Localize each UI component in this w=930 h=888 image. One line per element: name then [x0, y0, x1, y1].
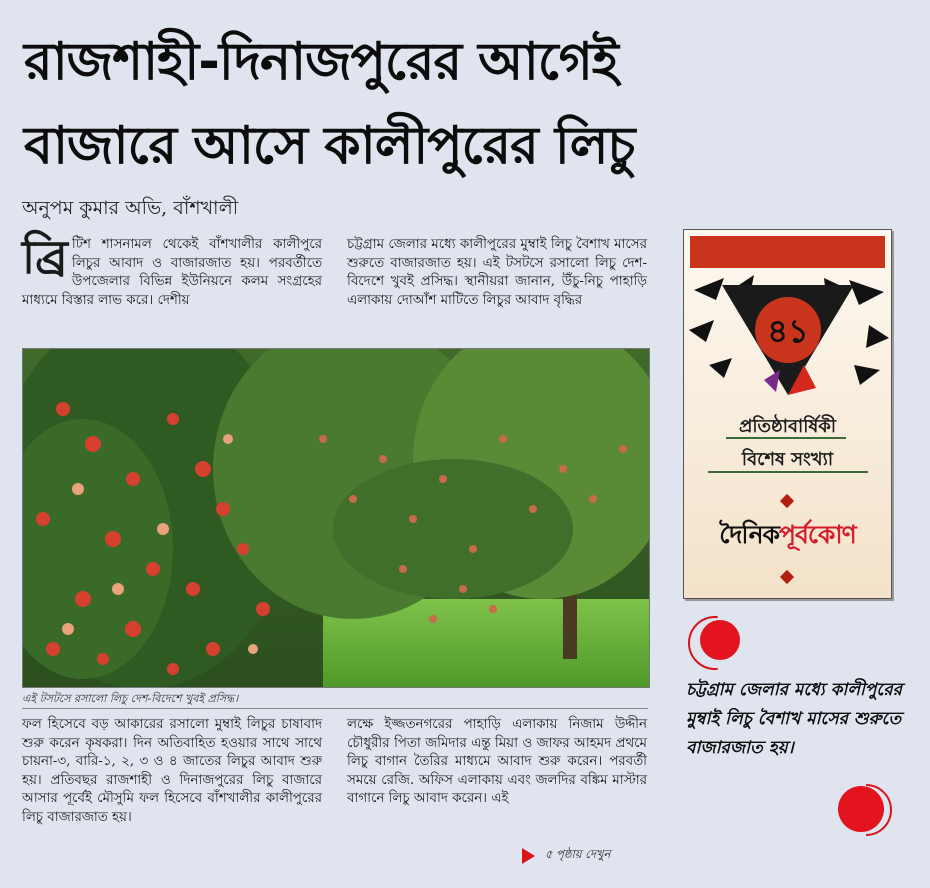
continued-on-page[interactable] — [522, 846, 610, 865]
promo-underline-2 — [708, 471, 868, 473]
lychee-orchard-illustration — [23, 349, 649, 687]
article-column-2-bottom: লক্ষে ইজ্জতনগরের পাহাড়ি এলাকায় নিজাম উদ্দীন চৌধুরীর পিতা জমিদার এন্তু মিয়া ও জাফর আহমদ প্রথমে লিচু বাগান তৈরির মাধ্যমে আবাদ শুরু করেন। পরবর্তী সময়ে রেজি. অফিস এলাকায় এবং জলদির বঙ্কিম মাস্টার বাগানে লিচু আবাদ করেন। এই — [347, 717, 647, 807]
headline-line-2: বাজারে আসে কালীপুরের লিচু — [24, 116, 635, 176]
photo-caption: এই টসটসে রসালো লিচু দেশ-বিদেশে খুবই প্রসিদ্ধ। — [22, 692, 239, 705]
drop-cap: ব্রি — [22, 230, 68, 284]
red-circle-icon — [700, 620, 740, 660]
anniversary-number: ৪১ — [767, 312, 809, 350]
promo-top-bar — [690, 236, 885, 268]
diamond-icon — [780, 494, 794, 508]
headline — [24, 20, 904, 188]
article-column-1-bottom: ফল হিসেবে বড় আকারের রসালো মুম্বাই লিচুর চাষাবাদ শুরু করেন কৃষকরা। দিন অতিবাহিত হওয়ার সাথে সাথে চায়না-৩, বারি-১, ২, ৩ ও ৪ জাতের লিচুর আবাদ শুরু হয়। প্রতিবছর রাজশাহী ও দিনাজপুরের লিচু বাজারে আসার পূর্বেই মৌসুমি ফল হিসেবে বাঁশখালীর কালীপুরের লিচু বাজারজাত হয়। — [22, 717, 322, 825]
logo-part-2: পূর্বকোণ — [779, 520, 856, 549]
continued-label: ৫ পৃষ্ঠায় দেখুন — [545, 847, 611, 861]
article-column-1-top — [22, 230, 322, 310]
arrow-right-icon — [522, 848, 535, 864]
anniversary-promo — [683, 229, 892, 599]
diamond-icon — [780, 570, 794, 584]
article-column-2-top: চট্টগ্রাম জেলার মধ্যে কালীপুরের মুম্বাই লিচু বৈশাখ মাসের শুরুতে বাজারজাত হয়। এই টসটসে রসালো লিচু দেশ-বিদেশে খুবই প্রসিদ্ধ। স্থানীয়রা জানান, উঁচু-নিচু পাহাড়ি এলাকায় দোআঁশ মাটিতে লিচুর আবাদ বৃদ্ধির — [347, 237, 647, 308]
promo-line-2: বিশেষ সংখ্যা — [741, 449, 834, 470]
lychee-orchard-photo — [22, 348, 650, 688]
logo-part-1: দৈনিক — [719, 520, 779, 549]
headline-line-1: রাজশাহী-দিনাজপুরের আগেই — [24, 32, 618, 92]
caption-divider — [22, 708, 648, 709]
anniversary-emblem — [684, 270, 891, 405]
promo-line-1: প্রতিষ্ঠাবার্ষিকী — [738, 416, 837, 437]
pull-quote: চট্টগ্রাম জেলার মধ্যে কালীপুরের মুম্বাই লিচু বৈশাখ মাসের শুরুতে বাজারজাত হয়। — [686, 680, 902, 758]
column-1-top-text: টিশ শাসনামল থেকেই বাঁশখালীর কালীপুরে লিচুর আবাদ ও বাজারজাত হয়। পরবর্তীতে উপজেলার বিভিন্ন ইউনিয়নে কলম সংগ্রহের মাধ্যমে বিস্তার লাভ করে। দেশীয় — [22, 237, 322, 308]
promo-underline-1 — [726, 437, 846, 439]
byline: অনুপম কুমার অভি, বাঁশখালী — [22, 197, 239, 219]
newspaper-logo — [684, 515, 891, 558]
